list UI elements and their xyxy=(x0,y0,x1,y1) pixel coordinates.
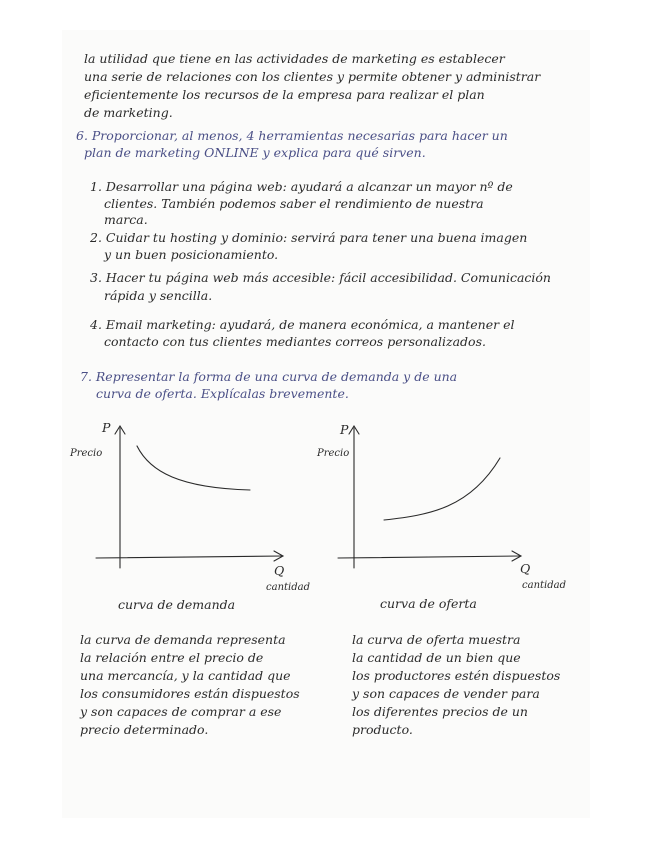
tool-line: clientes. También podemos saber el rendimiento de nuestra xyxy=(104,196,484,211)
intro-line: de marketing. xyxy=(84,105,173,120)
tool-line: y un buen posicionamiento. xyxy=(104,247,279,262)
question-6-line: 6. Proporcionar, al menos, 4 herramientas necesarias para hacer un xyxy=(76,128,508,143)
supply-x-label: cantidad xyxy=(522,580,566,591)
tool-line: rápida y sencilla. xyxy=(104,288,213,303)
supply-explanation-line: producto. xyxy=(352,722,413,737)
supply-explanation-line: los productores estén dispuestos xyxy=(352,668,561,683)
supply-q-label: Q xyxy=(520,561,531,576)
supply-explanation-line: la curva de oferta muestra xyxy=(352,632,521,647)
demand-x-axis xyxy=(96,556,282,558)
supply-caption: curva de oferta xyxy=(380,596,477,611)
demand-explanation-line: los consumidores están dispuestos xyxy=(80,686,300,701)
tool-line: marca. xyxy=(104,212,148,227)
supply-curve xyxy=(384,458,500,520)
supply-explanation-line: la cantidad de un bien que xyxy=(352,650,521,665)
supply-p-label: P xyxy=(340,422,349,437)
demand-explanation-line: una mercancía, y la cantidad que xyxy=(80,668,291,683)
demand-y-label: Precio xyxy=(70,448,103,459)
question-6-line: plan de marketing ONLINE y explica para qué sirven. xyxy=(84,145,426,160)
intro-line: la utilidad que tiene en las actividades de marketing es establecer xyxy=(84,51,505,66)
demand-p-label: P xyxy=(102,420,111,435)
intro-line: eficientemente los recursos de la empresa para realizar el plan xyxy=(84,87,485,102)
demand-explanation-line: la relación entre el precio de xyxy=(80,650,264,665)
demand-x-label: cantidad xyxy=(266,582,310,593)
supply-x-axis xyxy=(338,556,520,558)
supply-explanation-line: los diferentes precios de un xyxy=(352,704,528,719)
demand-explanation-line: la curva de demanda representa xyxy=(80,632,286,647)
question-7-line: curva de oferta. Explícalas brevemente. xyxy=(96,386,349,401)
tool-line: 2. Cuidar tu hosting y dominio: servirá para tener una buena imagen xyxy=(90,230,528,245)
demand-curve xyxy=(137,446,250,490)
supply-explanation-line: y son capaces de vender para xyxy=(352,686,540,701)
demand-q-label: Q xyxy=(274,563,285,578)
tool-line: contacto con tus clientes mediantes correos personalizados. xyxy=(104,334,486,349)
tool-line: 4. Email marketing: ayudará, de manera económica, a mantener el xyxy=(90,317,515,332)
tool-line: 1. Desarrollar una página web: ayudará a alcanzar un mayor nº de xyxy=(90,179,513,194)
demand-explanation-line: precio determinado. xyxy=(80,722,209,737)
supply-y-label: Precio xyxy=(317,448,350,459)
demand-caption: curva de demanda xyxy=(118,597,236,612)
demand-explanation-line: y son capaces de comprar a ese xyxy=(80,704,282,719)
tool-line: 3. Hacer tu página web más accesible: fácil accesibilidad. Comunicación xyxy=(90,270,551,285)
intro-line: una serie de relaciones con los clientes y permite obtener y administrar xyxy=(84,69,541,84)
question-7-line: 7. Representar la forma de una curva de demanda y de una xyxy=(80,369,458,384)
